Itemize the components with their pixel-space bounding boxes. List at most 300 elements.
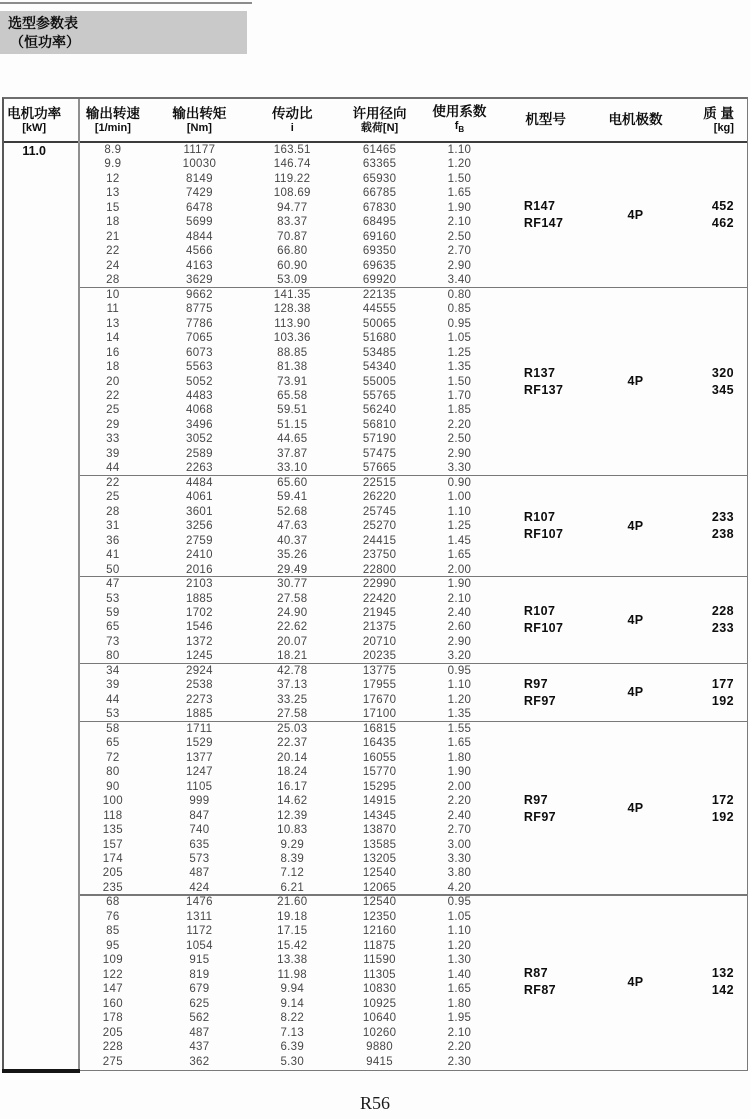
section-separator <box>78 576 747 577</box>
value: 20.07 <box>277 635 308 648</box>
value: 1.65 <box>447 983 472 996</box>
value: 146.74 <box>273 158 311 171</box>
value: 14 <box>106 332 120 345</box>
value: 16815 <box>362 722 397 735</box>
section-separator <box>78 475 747 476</box>
value: 22 <box>106 245 120 258</box>
value: 69350 <box>362 245 397 258</box>
value: 2263 <box>186 462 213 475</box>
value: 1702 <box>186 607 213 620</box>
header-label: 使用系数 <box>432 103 487 119</box>
value: 57190 <box>362 433 397 446</box>
value: 1.50 <box>447 172 472 185</box>
value: 80 <box>106 650 120 663</box>
value: 25.03 <box>277 722 308 735</box>
value: 73.91 <box>277 375 308 388</box>
value: 13775 <box>362 664 397 677</box>
value: 8.9 <box>104 144 122 156</box>
header-label: 输出转矩 <box>172 105 227 121</box>
poles-value: 4P <box>627 374 644 389</box>
value: 2.40 <box>447 809 472 822</box>
value: 10260 <box>362 1026 397 1039</box>
value: 15.42 <box>277 939 308 952</box>
value: 3.80 <box>447 867 472 880</box>
value: 2016 <box>186 563 213 576</box>
poles-cell <box>598 143 672 288</box>
model-name: R97 <box>523 676 548 691</box>
value: 6478 <box>186 201 213 214</box>
value: 65930 <box>362 172 397 185</box>
poles-cell <box>598 895 672 1069</box>
value: 999 <box>189 795 210 808</box>
motor-power-value: 11.0 <box>22 144 46 158</box>
model-name: R137 <box>523 365 556 380</box>
value: 69920 <box>362 274 397 287</box>
poles-value: 4P <box>627 207 644 222</box>
mass-value: 142 <box>711 983 734 998</box>
value: 21945 <box>362 607 397 620</box>
service-factor-cell <box>426 577 493 664</box>
value: 2273 <box>186 693 213 706</box>
value: 1311 <box>186 910 213 923</box>
value: 58 <box>106 722 120 735</box>
mass-cell <box>673 664 747 722</box>
motor-power-cell <box>4 476 78 577</box>
header-label: 电机功率 <box>7 105 62 121</box>
section-separator <box>78 663 747 664</box>
value: 59.51 <box>277 404 308 417</box>
model-name: RF97 <box>523 693 557 708</box>
value: 2.90 <box>447 259 472 272</box>
value: 2410 <box>186 549 213 562</box>
value: 22 <box>106 389 120 402</box>
value: 679 <box>189 983 210 996</box>
value: 4844 <box>186 230 213 243</box>
value: 3496 <box>186 418 213 431</box>
header-unit: 载荷[N] <box>360 121 399 134</box>
value: 24.90 <box>277 607 308 620</box>
value: 12540 <box>362 867 397 880</box>
section-separator <box>78 894 747 895</box>
radial-load-cell <box>333 722 426 896</box>
value: 1.10 <box>447 505 472 518</box>
value: 4163 <box>186 259 213 272</box>
poles-value: 4P <box>627 801 644 816</box>
model-name: RF97 <box>523 809 557 824</box>
value: 22420 <box>362 592 397 605</box>
value: 1.90 <box>447 578 472 591</box>
fb-symbol: f <box>454 119 459 132</box>
mass-value: 228 <box>711 604 734 619</box>
value: 17.15 <box>277 925 308 938</box>
mass-value: 132 <box>711 966 734 981</box>
model-cell <box>493 664 599 722</box>
value: 57475 <box>362 447 397 460</box>
value: 740 <box>189 824 210 837</box>
model-name: R97 <box>523 792 548 807</box>
value: 88.85 <box>277 346 308 359</box>
value: 228 <box>102 1041 123 1054</box>
mass-value: 233 <box>711 621 734 636</box>
model-name: RF87 <box>523 983 557 998</box>
value: 34 <box>106 664 120 677</box>
mass-cell <box>673 722 747 896</box>
value: 147 <box>102 983 123 996</box>
mass-value: 345 <box>711 382 734 397</box>
value: 65.58 <box>277 389 308 402</box>
value: 25 <box>106 404 120 417</box>
header-service-factor <box>426 99 493 141</box>
value: 1372 <box>186 635 213 648</box>
value: 76 <box>106 910 120 923</box>
model-name: R107 <box>523 604 556 619</box>
radial-load-cell <box>333 476 426 577</box>
value: 1.10 <box>447 679 472 692</box>
value: 15770 <box>362 766 397 779</box>
value: 205 <box>102 867 123 880</box>
value: 1.20 <box>447 939 472 952</box>
value: 12540 <box>362 896 397 909</box>
value: 424 <box>189 881 210 894</box>
mass-value: 177 <box>711 676 734 691</box>
value: 22990 <box>362 578 397 591</box>
page-title-line1: 选型参数表 <box>8 15 78 31</box>
value: 1885 <box>186 708 213 721</box>
poles-cell <box>598 288 672 476</box>
value: 2538 <box>186 679 213 692</box>
value: 26220 <box>362 491 397 504</box>
model-name: RF107 <box>523 621 564 636</box>
mass-value: 320 <box>711 365 734 380</box>
value: 235 <box>102 881 123 894</box>
value: 635 <box>189 838 210 851</box>
value: 20710 <box>362 635 397 648</box>
value: 1.35 <box>447 708 472 721</box>
value: 53485 <box>362 346 397 359</box>
value: 54340 <box>362 361 397 374</box>
value: 1.40 <box>447 968 472 981</box>
heavy-bottom-border <box>2 1069 80 1073</box>
value: 2.10 <box>447 216 472 229</box>
value: 8.39 <box>280 852 305 865</box>
table-section <box>4 476 747 577</box>
value: 44 <box>106 462 120 475</box>
value: 13870 <box>362 824 397 837</box>
header-label: 传动比 <box>272 105 313 121</box>
value: 0.95 <box>447 896 472 909</box>
header-label: 机型号 <box>525 112 566 127</box>
value: 2.70 <box>447 824 472 837</box>
value: 135 <box>102 824 123 837</box>
mass-cell <box>673 476 747 577</box>
service-factor-cell <box>426 664 493 722</box>
poles-cell <box>598 476 672 577</box>
value: 1.80 <box>447 997 472 1010</box>
service-factor-cell <box>426 476 493 577</box>
ratio-cell <box>251 722 333 896</box>
value: 3601 <box>186 505 213 518</box>
value: 13585 <box>362 838 397 851</box>
value: 4068 <box>186 404 213 417</box>
mass-value: 233 <box>711 510 734 525</box>
value: 1.25 <box>447 346 472 359</box>
value: 9.9 <box>104 158 122 171</box>
value: 68495 <box>362 216 397 229</box>
header-output-torque <box>147 99 251 141</box>
table-header-row <box>4 99 747 143</box>
value: 44555 <box>362 303 397 316</box>
value: 10.83 <box>277 824 308 837</box>
motor-power-cell <box>4 664 78 722</box>
value: 0.95 <box>447 664 472 677</box>
value: 4061 <box>186 491 213 504</box>
selection-parameter-table <box>2 97 748 1071</box>
value: 18 <box>106 216 120 229</box>
value: 59 <box>106 607 120 620</box>
value: 72 <box>106 751 120 764</box>
model-name: RF147 <box>523 216 564 231</box>
model-name: RF107 <box>523 527 564 542</box>
output-torque-cell <box>147 664 251 722</box>
header-unit: [Nm] <box>186 121 212 134</box>
value: 22515 <box>362 476 397 489</box>
value: 55765 <box>362 389 397 402</box>
value: 1.25 <box>447 520 472 533</box>
mass-cell <box>673 895 747 1069</box>
value: 16 <box>106 346 120 359</box>
value: 33 <box>106 433 120 446</box>
value: 1885 <box>186 592 213 605</box>
value: 847 <box>189 809 210 822</box>
output-speed-cell <box>78 288 147 476</box>
value: 2.00 <box>447 780 472 793</box>
value: 50065 <box>362 317 397 330</box>
ratio-cell <box>251 664 333 722</box>
value: 3.00 <box>447 838 472 851</box>
value: 2.40 <box>447 607 472 620</box>
value: 12.39 <box>277 809 308 822</box>
value: 53 <box>106 708 120 721</box>
ratio-cell <box>251 577 333 664</box>
radial-load-cell <box>333 577 426 664</box>
value: 70.87 <box>277 230 308 243</box>
value: 11875 <box>363 939 396 952</box>
value: 31 <box>106 520 120 533</box>
value: 12 <box>106 172 120 185</box>
value: 2.90 <box>447 447 472 460</box>
value: 7.13 <box>280 1026 305 1039</box>
value: 1.05 <box>447 910 472 923</box>
radial-load-cell <box>333 143 426 288</box>
value: 4.20 <box>447 881 472 894</box>
value: 4566 <box>186 245 213 258</box>
value: 56810 <box>362 418 397 431</box>
value: 25745 <box>362 505 397 518</box>
value: 1.05 <box>447 332 472 345</box>
value: 0.80 <box>447 288 472 301</box>
value: 1476 <box>186 896 213 909</box>
value: 437 <box>189 1041 210 1054</box>
table-section <box>4 895 747 1069</box>
value: 27.58 <box>277 708 308 721</box>
value: 487 <box>189 867 210 880</box>
value: 23750 <box>362 549 397 562</box>
value: 67830 <box>362 201 397 214</box>
value: 4484 <box>186 476 213 489</box>
service-factor-cell <box>426 143 493 288</box>
value: 10925 <box>362 997 397 1010</box>
value: 8775 <box>186 303 213 316</box>
model-name: R87 <box>523 966 548 981</box>
value: 22 <box>106 476 120 489</box>
value: 24 <box>106 259 120 272</box>
value: 35.26 <box>277 549 308 562</box>
poles-value: 4P <box>627 612 644 627</box>
value: 8.22 <box>280 1012 305 1025</box>
motor-power-cell <box>4 288 78 476</box>
header-label: 许用径向 <box>352 105 407 121</box>
value: 1.35 <box>447 361 472 374</box>
value: 1.20 <box>447 158 472 171</box>
value: 18.24 <box>277 766 308 779</box>
model-cell <box>493 577 599 664</box>
poles-cell <box>598 664 672 722</box>
value: 160 <box>102 997 123 1010</box>
value: 3052 <box>186 433 213 446</box>
motor-power-cell <box>4 895 78 1069</box>
service-factor-cell <box>426 722 493 896</box>
value: 487 <box>189 1026 210 1039</box>
poles-value: 4P <box>627 518 644 533</box>
output-torque-cell <box>147 143 251 288</box>
value: 0.90 <box>447 476 472 489</box>
value: 1.20 <box>447 693 472 706</box>
value: 22.37 <box>277 737 308 750</box>
value: 17100 <box>362 708 397 721</box>
header-ratio <box>251 99 333 141</box>
value: 50 <box>106 563 120 576</box>
value: 1.85 <box>447 404 472 417</box>
value: 1105 <box>186 780 213 793</box>
value: 85 <box>106 925 120 938</box>
poles-value: 4P <box>627 685 644 700</box>
value: 20 <box>106 375 120 388</box>
value: 3.40 <box>447 274 472 287</box>
value: 39 <box>106 447 120 460</box>
value: 128.38 <box>273 303 311 316</box>
value: 90 <box>106 780 120 793</box>
value: 7065 <box>186 332 213 345</box>
value: 22135 <box>362 288 397 301</box>
value: 65.60 <box>277 476 308 489</box>
value: 17670 <box>362 693 397 706</box>
value: 2.30 <box>447 1055 472 1068</box>
value: 562 <box>189 1012 210 1025</box>
table-section <box>4 664 747 722</box>
value: 94.77 <box>277 201 308 214</box>
value: 174 <box>102 852 123 865</box>
header-model <box>493 99 599 141</box>
model-cell <box>493 288 599 476</box>
value: 53.09 <box>277 274 308 287</box>
value: 28 <box>106 274 120 287</box>
value: 29 <box>106 418 120 431</box>
value: 1377 <box>186 751 213 764</box>
model-cell <box>493 722 599 896</box>
value: 27.58 <box>277 592 308 605</box>
poles-cell <box>598 722 672 896</box>
mass-cell <box>673 577 747 664</box>
value: 16055 <box>362 751 397 764</box>
radial-load-cell <box>333 288 426 476</box>
model-cell <box>493 476 599 577</box>
header-unit <box>455 120 464 136</box>
output-torque-cell <box>147 577 251 664</box>
value: 4483 <box>186 389 213 402</box>
value: 12350 <box>362 910 397 923</box>
value: 51.15 <box>277 418 308 431</box>
value: 21375 <box>362 621 397 634</box>
value: 1.10 <box>447 144 472 156</box>
value: 10 <box>106 288 120 301</box>
header-motor-poles <box>598 99 672 141</box>
output-torque-cell <box>147 895 251 1069</box>
value: 11.98 <box>277 968 307 981</box>
value: 122 <box>102 968 123 981</box>
header-label: 输出转速 <box>85 105 140 121</box>
value: 47 <box>106 578 120 591</box>
page-title-line2: （恒功率） <box>10 34 80 50</box>
value: 1.10 <box>447 925 472 938</box>
value: 1.65 <box>447 187 472 200</box>
radial-load-cell <box>333 895 426 1069</box>
poles-value: 4P <box>627 974 644 989</box>
page-title-box <box>0 11 247 54</box>
value: 11177 <box>183 144 216 156</box>
value: 9415 <box>366 1055 393 1068</box>
output-speed-cell <box>78 895 147 1069</box>
motor-power-cell <box>4 577 78 664</box>
table-section <box>4 143 747 288</box>
output-speed-cell <box>78 722 147 896</box>
header-unit: [kW] <box>22 121 47 134</box>
header-label: 电机极数 <box>608 112 663 127</box>
value: 12065 <box>362 881 397 894</box>
value: 68 <box>106 896 120 909</box>
value: 13 <box>106 187 120 200</box>
value: 157 <box>102 838 123 851</box>
header-motor-power <box>4 99 78 141</box>
value: 118 <box>103 809 123 822</box>
mass-value: 172 <box>711 792 734 807</box>
value: 1.55 <box>447 722 472 735</box>
value: 20235 <box>362 650 397 663</box>
value: 10640 <box>362 1012 397 1025</box>
value: 66785 <box>362 187 397 200</box>
mass-cell <box>673 288 747 476</box>
output-torque-cell <box>147 476 251 577</box>
value: 20.14 <box>277 751 308 764</box>
model-cell <box>493 143 599 288</box>
value: 1245 <box>186 650 213 663</box>
header-unit: i <box>290 121 294 134</box>
value: 80 <box>106 766 120 779</box>
motor-power-cell <box>4 722 78 896</box>
value: 119.22 <box>274 172 311 185</box>
value: 178 <box>102 1012 123 1025</box>
value: 1.90 <box>447 766 472 779</box>
value: 5052 <box>186 375 213 388</box>
